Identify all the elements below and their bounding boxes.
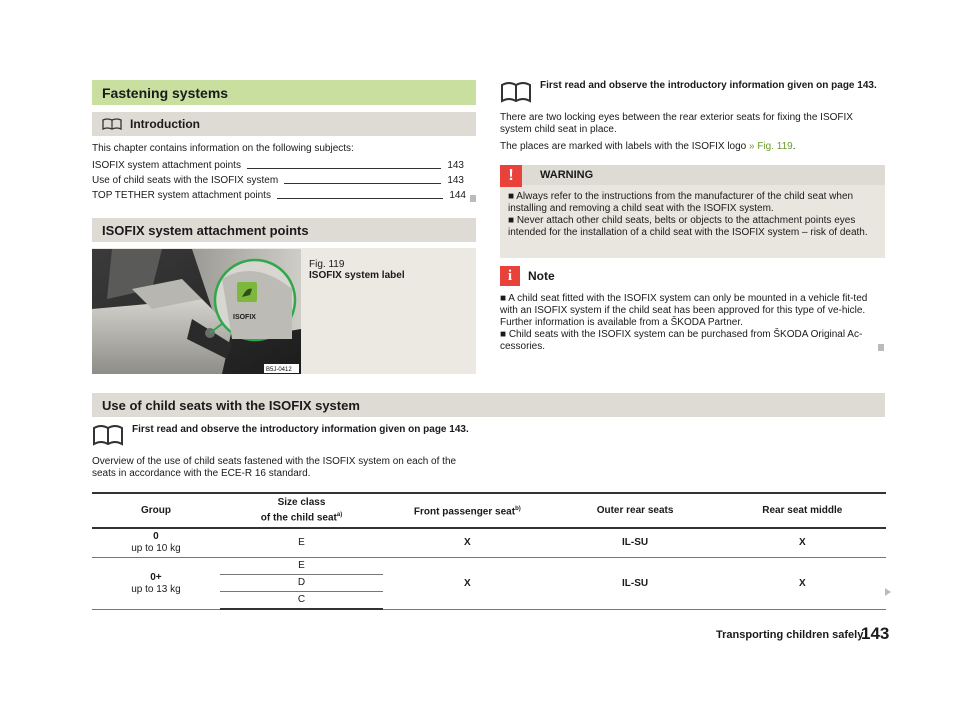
- toc-item-label: ISOFIX system attachment points: [92, 160, 241, 171]
- group-cell: [92, 558, 220, 610]
- outer-cell: IL-SU: [552, 558, 719, 610]
- introduction-title: Introduction: [130, 117, 200, 131]
- intro-text: This chapter contains information on the following subjects:: [92, 143, 354, 154]
- note-title: Note: [528, 269, 555, 283]
- section-title-bar: [92, 80, 476, 105]
- toc-item[interactable]: [92, 157, 476, 172]
- book-icon: [102, 118, 122, 130]
- warning-title: WARNING: [540, 169, 594, 181]
- warning-icon: !: [500, 165, 522, 187]
- use-child-seats-header: [92, 393, 885, 417]
- continue-mark-icon: [470, 195, 476, 202]
- size-class-line2: of the child seat: [260, 512, 337, 524]
- figure-image: [92, 249, 301, 374]
- isofix-label-text: ISOFIX: [233, 314, 256, 321]
- table-row: [92, 528, 886, 558]
- col-size-class: [220, 493, 383, 528]
- toc-item-page: 143: [447, 175, 464, 186]
- toc-list: [92, 157, 476, 202]
- note-item: ■ Child seats with the ISOFIX system can be purchased from ŠKODA Original Ac-cessories.: [500, 329, 863, 352]
- group-cell: [92, 528, 220, 558]
- isofix-table: [92, 492, 886, 610]
- locking-eyes-paragraph: There are two locking eyes between the rear exterior seats for fixing the ISOFIX system child seat in place.: [500, 112, 853, 135]
- group-weight: up to 13 kg: [131, 583, 181, 595]
- figure-code: B5J-0412: [266, 367, 292, 373]
- toc-leader: [247, 168, 441, 169]
- isofix-points-title: ISOFIX system attachment points: [102, 222, 309, 238]
- note-icon: i: [500, 266, 520, 286]
- figure-caption: ISOFIX system label: [309, 270, 405, 281]
- middle-cell: X: [719, 528, 886, 558]
- size-cell: C: [220, 592, 383, 610]
- footer-section: Transporting children safely: [716, 629, 864, 641]
- table-header-row: [92, 493, 886, 528]
- toc-item-page: 144: [449, 190, 466, 201]
- front-cell: X: [383, 528, 552, 558]
- logo-text: The places are marked with labels with the ISOFIX logo: [500, 141, 747, 152]
- toc-leader: [277, 198, 443, 199]
- group-value: 0: [153, 531, 159, 543]
- toc-item-label: Use of child seats with the ISOFIX system: [92, 175, 279, 186]
- toc-item-label: TOP TETHER system attachment points: [92, 190, 271, 201]
- end-mark-icon: [878, 344, 884, 351]
- fig-119-link[interactable]: » Fig. 119: [749, 141, 793, 152]
- group-value: 0+: [150, 571, 162, 583]
- size-cell: E: [220, 558, 383, 575]
- figure-number: Fig. 119: [309, 259, 345, 270]
- car-seat-illustration: [92, 249, 301, 374]
- group-weight: up to 10 kg: [131, 543, 181, 555]
- warning-item: ■ Always refer to the instructions from the manufacturer of the child seat when installing and removing a child seat with the ISOFIX system.: [508, 191, 854, 214]
- size-cell: D: [220, 575, 383, 592]
- footnote-b: b): [515, 506, 521, 512]
- size-class-line1: Size class: [277, 497, 326, 508]
- page-number: 143: [861, 624, 890, 643]
- col-outer-rear: Outer rear seats: [552, 493, 719, 528]
- book-icon: [500, 81, 532, 103]
- warning-item: ■ Never attach other child seats, belts or objects to the attachment points eyes intended for the installation of a child seat with the ISOFIX system – risk of death.: [508, 215, 868, 238]
- read-first-note: First read and observe the introductory information given on page 143.: [540, 80, 877, 91]
- toc-item[interactable]: [92, 187, 476, 202]
- note-item: ■ A child seat fitted with the ISOFIX system can only be mounted in a vehicle fit-ted with an ISOFIX system if the child seat has been approved for this type of ve-hicle. Further information is available from a ŠKODA Partner.: [500, 293, 868, 328]
- size-cell: E: [220, 528, 383, 558]
- introduction-header: [92, 112, 476, 136]
- toc-leader: [284, 183, 441, 184]
- table-row: [92, 558, 886, 575]
- continue-arrow-icon: [885, 588, 891, 596]
- use-read-first-note: First read and observe the introductory information given on page 143.: [132, 424, 469, 435]
- outer-cell: IL-SU: [552, 528, 719, 558]
- front-passenger-label: Front passenger seat: [413, 506, 516, 518]
- warning-title-bar: [522, 165, 885, 185]
- overview-paragraph: Overview of the use of child seats fastened with the ISOFIX system on each of the seats in accordance with the ECE-R 16 standard.: [92, 456, 457, 479]
- section-title: Fastening systems: [102, 84, 229, 101]
- col-front-passenger: [383, 493, 552, 528]
- col-rear-middle: Rear seat middle: [719, 493, 886, 528]
- toc-item-page: 143: [447, 160, 464, 171]
- isofix-points-header: [92, 218, 476, 242]
- book-icon: [92, 424, 124, 446]
- use-child-seats-title: Use of child seats with the ISOFIX system: [102, 397, 360, 413]
- footnote-a: a): [336, 512, 343, 518]
- isofix-logo-paragraph: [500, 141, 885, 153]
- toc-item[interactable]: [92, 172, 476, 187]
- paragraph-end: .: [792, 141, 796, 152]
- front-cell: X: [383, 558, 552, 610]
- middle-cell: X: [719, 558, 886, 610]
- col-group: Group: [92, 493, 220, 528]
